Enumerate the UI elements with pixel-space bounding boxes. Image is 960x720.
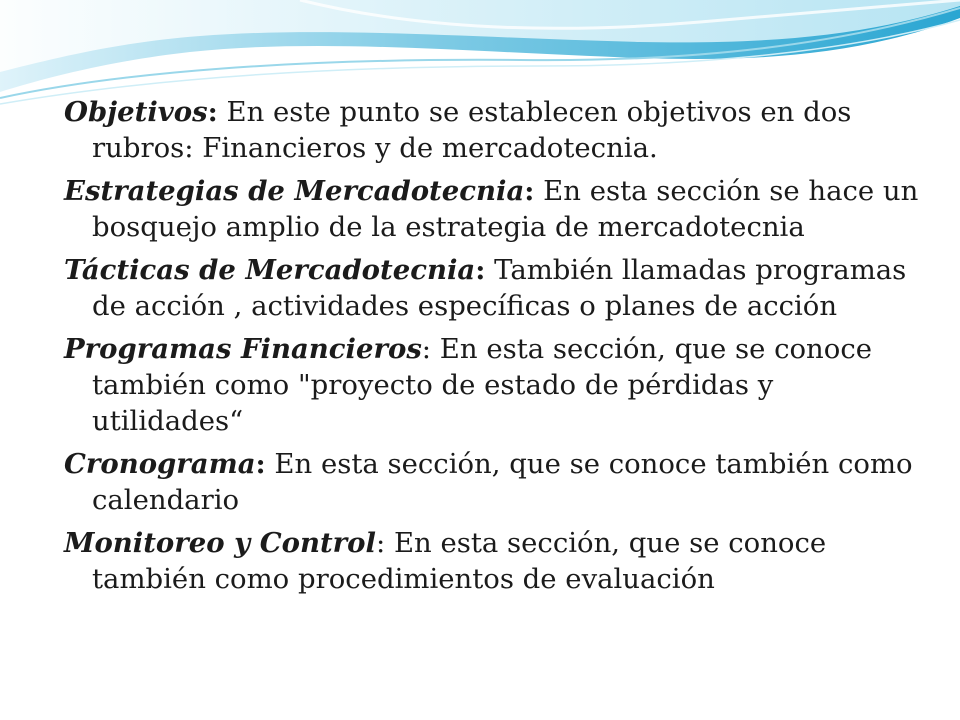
term-label: Objetivos (64, 96, 208, 128)
item-description: En esta sección, que se conoce también como "proyecto de estado de pérdidas y utilidades“ (92, 333, 873, 437)
term-label: Monitoreo y Control (64, 527, 376, 559)
term-label: Estrategias de Mercadotecnia (64, 175, 525, 207)
item-description: En esta sección se hace un bosquejo amplio de la estrategia de mercadotecnia (92, 175, 919, 243)
item-description: En este punto se establecen objetivos en dos rubros: Financieros y de mercadotecnia. (92, 96, 852, 164)
bullet-list (64, 94, 924, 604)
term-colon: : (475, 254, 486, 286)
term-colon: : (524, 175, 535, 207)
term-colon: : (255, 448, 266, 480)
list-item-programas-financieros (64, 331, 924, 439)
term-colon: : (207, 96, 218, 128)
list-item-tacticas (64, 252, 924, 324)
item-description: También llamadas programas de acción , actividades específicas o planes de acción (92, 254, 907, 322)
term-label: Programas Financieros (64, 333, 422, 365)
term-label: Tácticas de Mercadotecnia (64, 254, 476, 286)
list-item-objetivos (64, 94, 924, 166)
item-description: En esta sección, que se conoce también como calendario (92, 448, 913, 516)
term-colon: : (375, 527, 386, 559)
term-colon: : (421, 333, 432, 365)
item-description: En esta sección, que se conoce también como procedimientos de evaluación (92, 527, 827, 595)
term-label: Cronograma (64, 448, 256, 480)
list-item-cronograma (64, 446, 924, 518)
list-item-monitoreo-control (64, 525, 924, 597)
list-item-estrategias (64, 173, 924, 245)
